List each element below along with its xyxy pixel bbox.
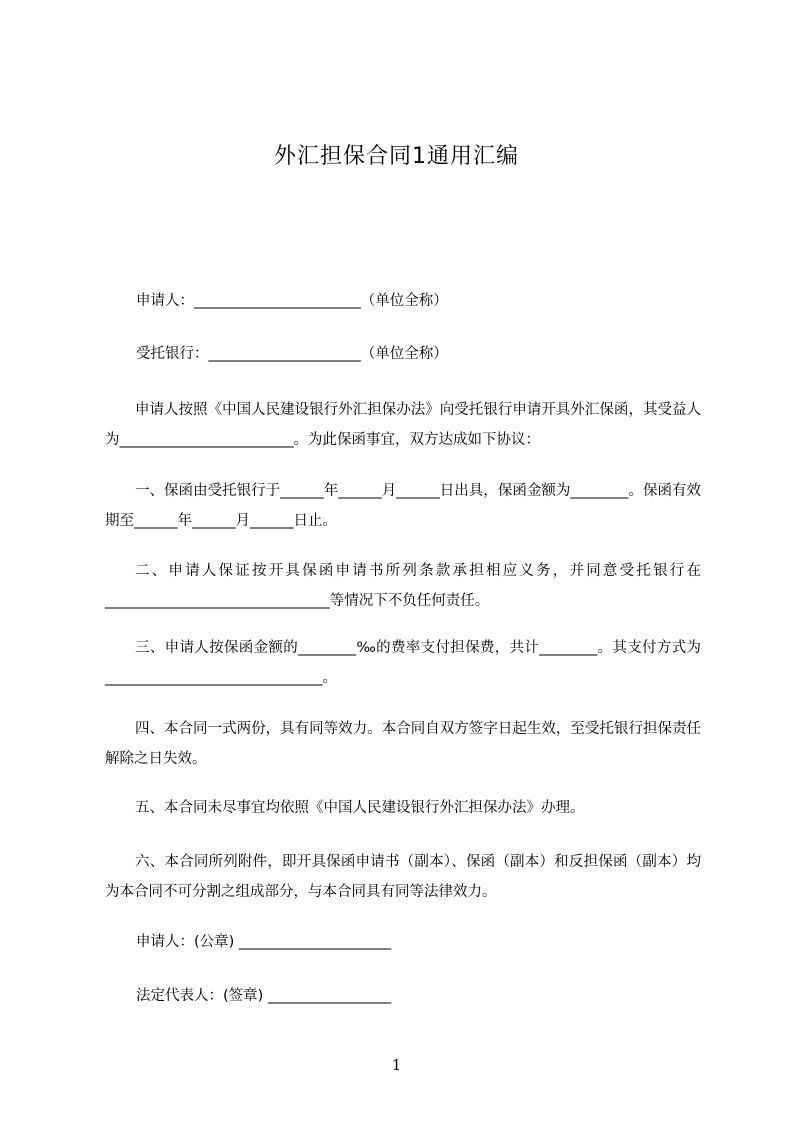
signature-legal-representative: 法定代表人：(签章) _________________: [136, 988, 392, 1004]
clause-4: 四、本合同一式两份，具有同等效力。本合同自双方签字日起生效，至受托银行担保责任解除之日失效。: [105, 721, 701, 767]
page-number: 1: [391, 1056, 402, 1074]
signature-applicant: 申请人：(公章) _____________________: [136, 934, 392, 950]
clause-1: 一、保函由受托银行于______年______月______日出具，保函金额为________。保函有效期至______年______月______日止。: [105, 483, 701, 529]
clause-2: 二、申请人保证按开具保函申请书所列条款承担相应义务，并同意受托银行在_______________________________等情况下不负任何责任。: [105, 563, 701, 609]
clause-3: 三、申请人按保函金额的________‰的费率支付担保费，共计________。其支付方式为______________________________。: [105, 640, 701, 686]
bank-line: 受托银行：_____________________（单位全称）: [136, 346, 448, 362]
clause-6: 六、本合同所列附件，即开具保函申请书（副本）、保函（副本）和反担保函（副本）均为本合同不可分割之组成部分，与本合同具有同等法律效力。: [105, 854, 701, 900]
clause-5: 五、本合同未尽事宜均依照《中国人民建设银行外汇担保办法》办理。: [135, 800, 585, 816]
document-title: 外汇担保合同1通用汇编: [274, 144, 519, 169]
applicant-line: 申请人：_______________________（单位全称）: [136, 293, 448, 309]
intro-paragraph: 申请人按照《中国人民建设银行外汇担保办法》向受托银行申请开具外汇保函，其受益人为________________________。为此保函事宜，双方达成如下协议：: [105, 402, 701, 448]
